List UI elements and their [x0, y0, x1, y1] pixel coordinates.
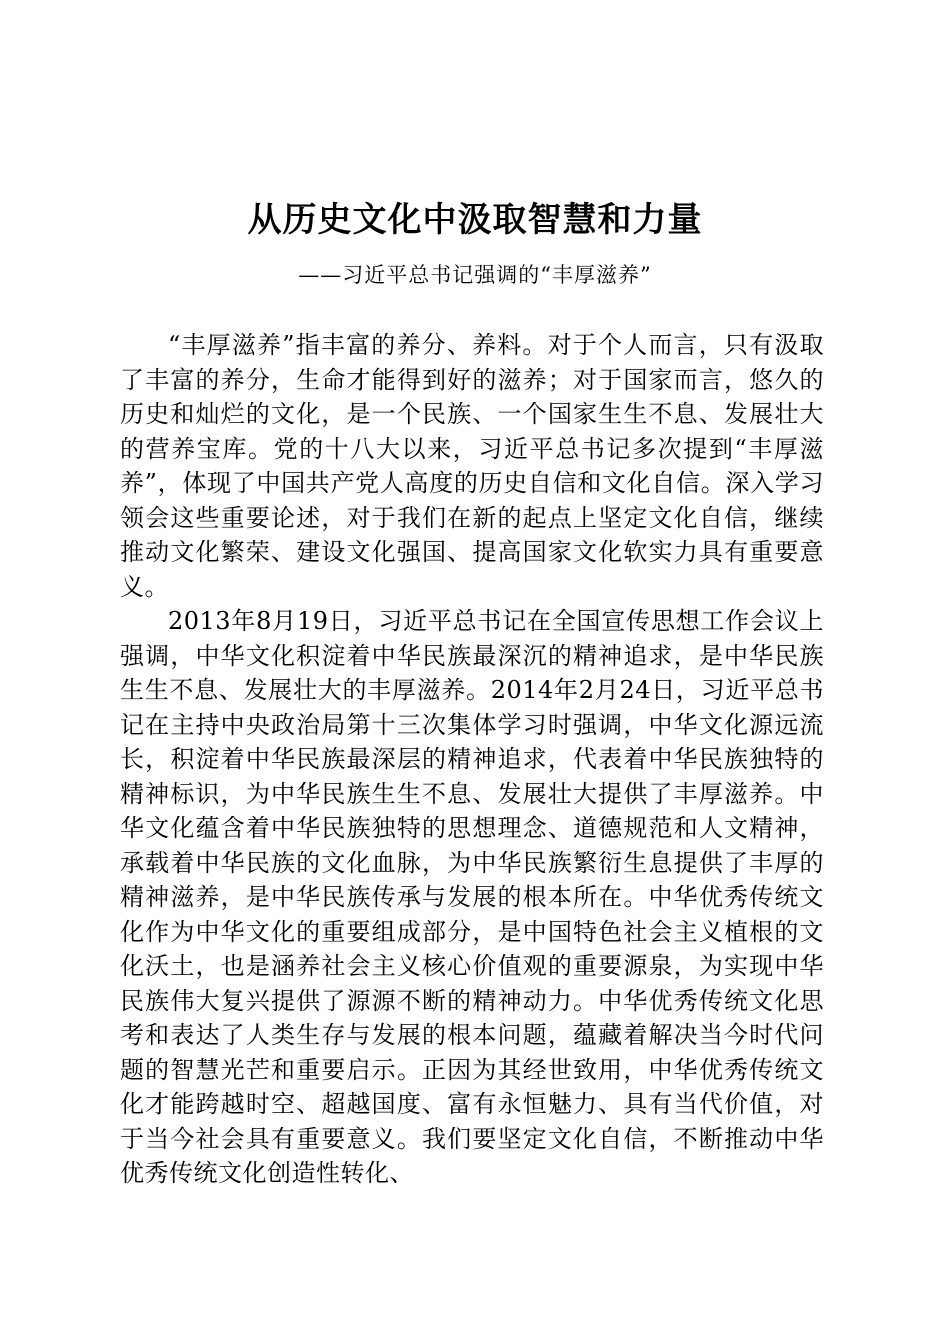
document-title: 从历史文化中汲取智慧和力量	[247, 200, 703, 240]
paragraph-1: “丰厚滋养”指丰富的养分、养料。对于个人而言，只有汲取了丰富的养分，生命才能得到好的滋养；对于国家而言，悠久的历史和灿烂的文化，是一个民族、一个国家生生不息、发展壮大的营养宝库。党的十八大以来，习近平总书记多次提到“丰厚滋养”，体现了中国共产党人高度的历史自信和文化自信。深入学习领会这些重要论述，对于我们在新的起点上坚定文化自信，继续推动文化繁荣、建设文化强国、提高国家文化软实力具有重要意义。	[120, 331, 824, 601]
document-body	[120, 328, 824, 1191]
document-subtitle: ——习近平总书记强调的“丰厚滋养”	[298, 263, 652, 287]
paragraph-2: 2013年8月19日，习近平总书记在全国宣传思想工作会议上强调，中华文化积淀着中华民族最深沉的精神追求，是中华民族生生不息、发展壮大的丰厚滋养。2014年2月24日，习近平总书记在主持中央政治局第十三次集体学习时强调，中华文化源远流长，积淀着中华民族最深层的精神追求，代表着中华民族独特的精神标识，为中华民族生生不息、发展壮大提供了丰厚滋养。中华文化蕴含着中华民族独特的思想理念、道德规范和人文精神，承载着中华民族的文化血脉，为中华民族繁衍生息提供了丰厚的精神滋养，是中华民族传承与发展的根本所在。中华优秀传统文化作为中华文化的重要组成部分，是中国特色社会主义植根的文化沃土，也是涵养社会主义核心价值观的重要源泉，为实现中华民族伟大复兴提供了源源不断的精神动力。中华优秀传统文化思考和表达了人类生存与发展的根本问题，蕴藏着解决当今时代问题的智慧光芒和重要启示。正因为其经世致用，中华优秀传统文化才能跨越时空、超越国度、富有永恒魅力、具有当代价值，对于当今社会具有重要意义。我们要坚定文化自信，不断推动中华优秀传统文化创造性转化、	[120, 607, 824, 1187]
